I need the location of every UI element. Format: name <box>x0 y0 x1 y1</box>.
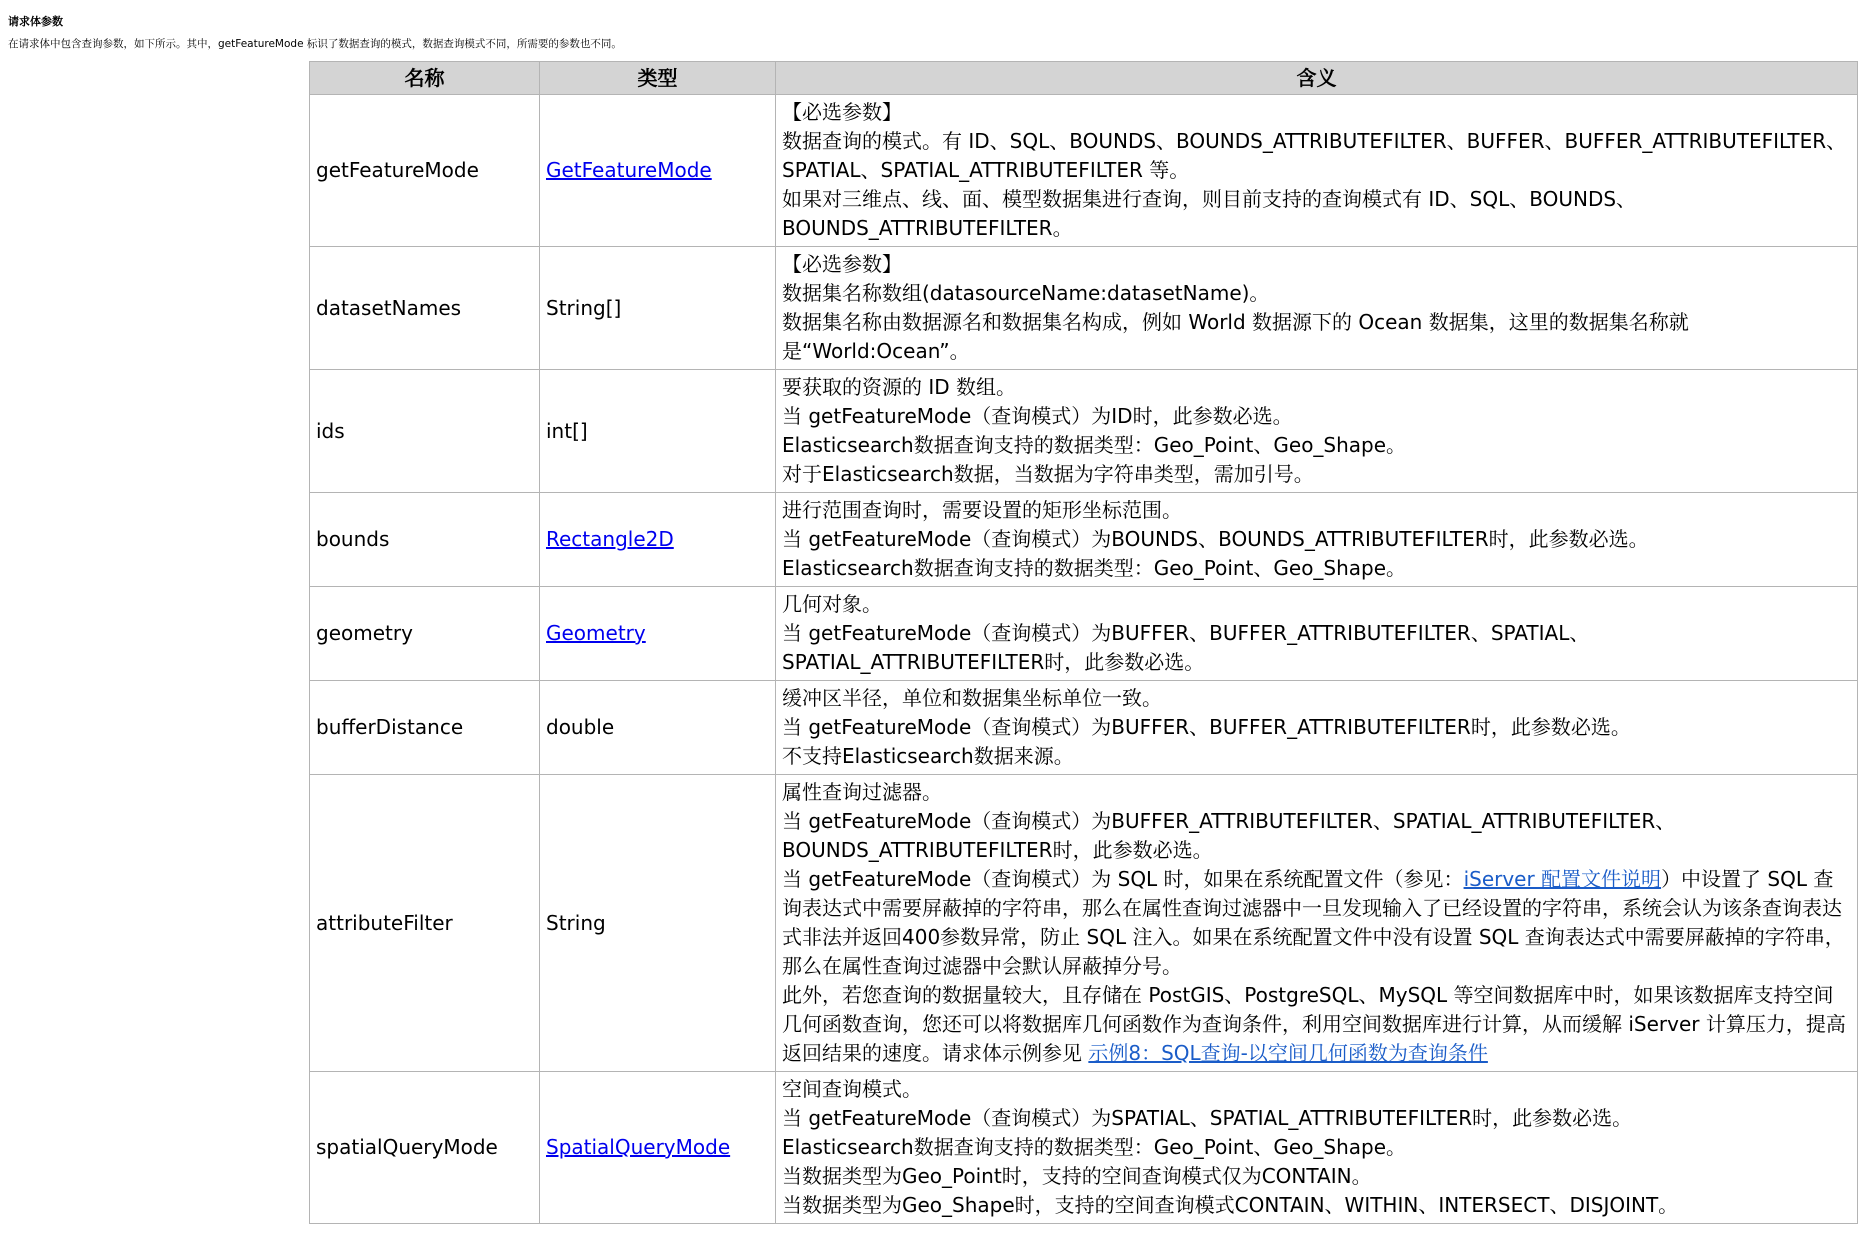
param-meaning <box>776 370 1858 493</box>
table-row <box>310 247 1858 370</box>
table-row <box>310 775 1858 1072</box>
meaning-line: 数据查询的模式。有 ID、SQL、BOUNDS、BOUNDS_ATTRIBUTEFILTER、BUFFER、BUFFER_ATTRIBUTEFILTER、SPATIAL、SPATIAL_ATTRIBUTEFILTER 等。 <box>782 129 1847 182</box>
meaning-line: 当 getFeatureMode（查询模式）为BUFFER、BUFFER_ATTRIBUTEFILTER、SPATIAL、SPATIAL_ATTRIBUTEFILTER时，此参数必选。 <box>782 621 1590 674</box>
param-type: int[] <box>540 370 776 493</box>
table-row <box>310 493 1858 587</box>
table-row <box>310 1072 1858 1224</box>
meaning-line: 当 getFeatureMode（查询模式）为SPATIAL、SPATIAL_ATTRIBUTEFILTER时，此参数必选。 <box>782 1106 1633 1130</box>
table-row <box>310 587 1858 681</box>
param-meaning <box>776 493 1858 587</box>
meaning-line: Elasticsearch数据查询支持的数据类型：Geo_Point、Geo_Shape。 <box>782 556 1407 580</box>
table-header-row <box>310 62 1858 95</box>
param-type <box>540 95 776 247</box>
param-type: String[] <box>540 247 776 370</box>
table-row <box>310 681 1858 775</box>
meaning-line: 不支持Elasticsearch数据来源。 <box>782 744 1074 768</box>
meaning-line: 属性查询过滤器。 <box>782 780 942 804</box>
type-link-rectangle2d[interactable]: Rectangle2D <box>546 527 674 551</box>
param-type <box>540 1072 776 1224</box>
iserver-config-doc-link[interactable]: iServer 配置文件说明 <box>1463 867 1662 891</box>
param-name: getFeatureMode <box>310 95 540 247</box>
param-type: double <box>540 681 776 775</box>
type-link-getfeaturemode[interactable]: GetFeatureMode <box>546 158 712 182</box>
param-type: String <box>540 775 776 1072</box>
meaning-line: Elasticsearch数据查询支持的数据类型：Geo_Point、Geo_Shape。 <box>782 1135 1407 1159</box>
param-meaning <box>776 681 1858 775</box>
sql-text-after: ）中设置了 SQL 查询表达式中需要屏蔽掉的字符串，那么在属性查询过滤器中一旦发现输入了已经设置的字符串，系统会认为该条查询表达式非法并返回400参数异常，防止 SQL 注入。如果在系统配置文件中没有设置 SQL 查询表达式中需要屏蔽掉的字符串，那么在属性查询过滤器中会默认屏蔽掉分号。 <box>782 867 1845 978</box>
meaning-line: 几何对象。 <box>782 592 882 616</box>
meaning-line: 当 getFeatureMode（查询模式）为ID时，此参数必选。 <box>782 404 1293 428</box>
meaning-line: 当数据类型为Geo_Shape时，支持的空间查询模式CONTAIN、WITHIN、INTERSECT、DISJOINT。 <box>782 1193 1679 1217</box>
type-link-geometry[interactable]: Geometry <box>546 621 646 645</box>
extra-text-before: 此外，若您查询的数据量较大，且存储在 PostGIS、PostgreSQL、MySQL 等空间数据库中时，如果该数据库支持空间几何函数查询，您还可以将数据库几何函数作为查询条件，利用空间数据库进行计算，从而缓解 iServer 计算压力，提高返回结果的速度。请求体示例参见 <box>782 983 1846 1065</box>
param-name: geometry <box>310 587 540 681</box>
meaning-line: 进行范围查询时，需要设置的矩形坐标范围。 <box>782 498 1182 522</box>
meaning-line: 【必选参数】 <box>782 100 902 124</box>
section-intro: 在请求体中包含查询参数，如下所示。其中，getFeatureMode 标识了数据查询的模式，数据查询模式不同，所需要的参数也不同。 <box>8 38 622 50</box>
header-meaning: 含义 <box>776 62 1858 95</box>
param-meaning <box>776 95 1858 247</box>
param-type <box>540 587 776 681</box>
meaning-line: 当 getFeatureMode（查询模式）为BUFFER_ATTRIBUTEFILTER、SPATIAL_ATTRIBUTEFILTER、BOUNDS_ATTRIBUTEFILTER时，此参数必选。 <box>782 809 1676 862</box>
meaning-line: Elasticsearch数据查询支持的数据类型：Geo_Point、Geo_Shape。 <box>782 433 1407 457</box>
meaning-line: 当数据类型为Geo_Point时，支持的空间查询模式仅为CONTAIN。 <box>782 1164 1372 1188</box>
param-name: ids <box>310 370 540 493</box>
meaning-line: 数据集名称由数据源名和数据集名构成，例如 World 数据源下的 Ocean 数据集，这里的数据集名称就是“World:Ocean”。 <box>782 310 1689 363</box>
meaning-line: 要获取的资源的 ID 数组。 <box>782 375 1017 399</box>
meaning-line: 当 getFeatureMode（查询模式）为BOUNDS、BOUNDS_ATTRIBUTEFILTER时，此参数必选。 <box>782 527 1649 551</box>
parameter-table <box>309 61 1858 1224</box>
param-meaning <box>776 775 1858 1072</box>
type-link-spatialquerymode[interactable]: SpatialQueryMode <box>546 1135 731 1159</box>
example8-link[interactable]: 示例8：SQL查询-以空间几何函数为查询条件 <box>1088 1041 1488 1065</box>
section-title: 请求体参数 <box>8 15 63 28</box>
meaning-paragraph-sql <box>782 865 1851 981</box>
param-name: spatialQueryMode <box>310 1072 540 1224</box>
table-row <box>310 370 1858 493</box>
meaning-line: 空间查询模式。 <box>782 1077 922 1101</box>
param-name: attributeFilter <box>310 775 540 1072</box>
header-type: 类型 <box>540 62 776 95</box>
header-name: 名称 <box>310 62 540 95</box>
param-name: bounds <box>310 493 540 587</box>
param-meaning <box>776 247 1858 370</box>
meaning-line: 【必选参数】 <box>782 252 902 276</box>
meaning-paragraph-extra <box>782 981 1851 1068</box>
param-name: bufferDistance <box>310 681 540 775</box>
meaning-line: 对于Elasticsearch数据，当数据为字符串类型，需加引号。 <box>782 462 1314 486</box>
param-name: datasetNames <box>310 247 540 370</box>
meaning-line: 数据集名称数组(datasourceName:datasetName)。 <box>782 281 1270 305</box>
table-row <box>310 95 1858 247</box>
param-meaning <box>776 587 1858 681</box>
param-meaning <box>776 1072 1858 1224</box>
meaning-line: 缓冲区半径，单位和数据集坐标单位一致。 <box>782 686 1162 710</box>
meaning-line: 如果对三维点、线、面、模型数据集进行查询，则目前支持的查询模式有 ID、SQL、BOUNDS、BOUNDS_ATTRIBUTEFILTER。 <box>782 187 1637 240</box>
sql-text-before: 当 getFeatureMode（查询模式）为 SQL 时，如果在系统配置文件（参见： <box>782 867 1464 891</box>
param-type <box>540 493 776 587</box>
meaning-line: 当 getFeatureMode（查询模式）为BUFFER、BUFFER_ATTRIBUTEFILTER时，此参数必选。 <box>782 715 1631 739</box>
